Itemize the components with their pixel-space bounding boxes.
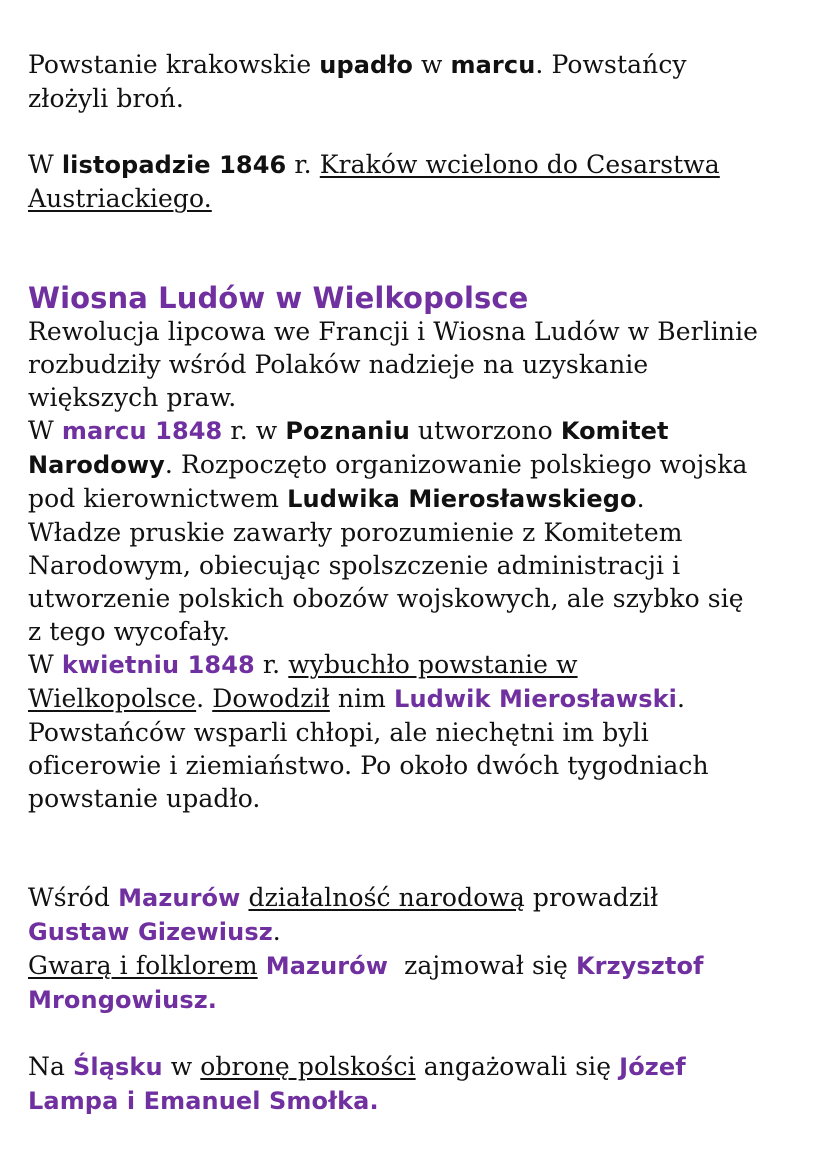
text-run: w: [162, 1052, 201, 1081]
highlight-name: Lampa i Emanuel Smołka.: [28, 1087, 379, 1115]
text-run: W: [28, 150, 62, 179]
bold-term: Narodowy: [28, 451, 165, 479]
text-line: [28, 881, 818, 915]
paragraph-mazury: [28, 881, 818, 1017]
text-line: powstanie upadło.: [28, 784, 261, 813]
text-run: Na: [28, 1052, 74, 1081]
text-line: Powstańców wsparli chłopi, ale niechętni im byli: [28, 718, 649, 747]
text-line: z tego wycofały.: [28, 617, 231, 646]
text-line: [28, 1084, 818, 1118]
text-run: prowadził: [524, 883, 659, 912]
text-line: [28, 448, 818, 482]
text-line: [28, 949, 818, 983]
underlined-phrase: Kraków wcielono do Cesarstwa: [319, 150, 720, 179]
text-run: . Rozpoczęto organizowanie polskiego wojska: [164, 450, 748, 479]
text-line: oficerowie i ziemiaństwo. Po około dwóch tygodniach: [28, 751, 709, 780]
text-run: . Powstańcy: [535, 50, 687, 79]
text-line: [28, 82, 818, 115]
text-line: rozbudziły wśród Polaków nadzieje na uzyskanie: [28, 350, 649, 379]
text-run: r.: [254, 650, 289, 679]
text-run: r.: [286, 150, 320, 179]
paragraph-spring-of-nations: [28, 315, 818, 815]
text-run: pod kierownictwem: [28, 484, 288, 513]
text-line: [28, 182, 818, 215]
text-line: [28, 148, 818, 182]
underlined-phrase: Austriackiego.: [28, 184, 212, 213]
bold-term: marcu: [450, 51, 536, 79]
text-run: utworzono: [409, 416, 561, 445]
text-run: .: [636, 484, 645, 513]
highlight-name: Józef: [619, 1053, 686, 1081]
text-run: r. w: [222, 416, 286, 445]
bold-term: upadło: [319, 51, 413, 79]
text-run: angażowali się: [415, 1052, 620, 1081]
text-run: nim: [329, 684, 395, 713]
text-run: .: [676, 684, 686, 713]
text-run: zajmował się: [388, 951, 576, 980]
bold-term: Poznaniu: [285, 417, 410, 445]
underlined-phrase: Wielkopolsce: [28, 684, 197, 713]
highlight-date: marcu 1848: [61, 417, 223, 445]
text-line: Narodowym, obiecując spolszczenie administracji i: [28, 551, 681, 580]
text-line: [28, 915, 818, 949]
highlight-name: Gustaw Gizewiusz: [28, 918, 273, 946]
text-line: [28, 414, 818, 448]
text-line: większych praw.: [28, 383, 237, 412]
highlight-name: Krzysztof: [575, 952, 704, 980]
text-line: [28, 1050, 818, 1084]
highlight-date: kwietniu 1848: [61, 651, 255, 679]
text-line: Rewolucja lipcowa we Francji i Wiosna Ludów w Berlinie: [28, 317, 759, 346]
text-run: [258, 951, 266, 980]
section-heading: Wiosna Ludów w Wielkopolsce: [28, 281, 529, 315]
text-line: [28, 482, 818, 516]
text-line: [28, 48, 818, 82]
underlined-phrase: obronę polskości: [200, 1052, 416, 1081]
text-run: w: [412, 50, 451, 79]
underlined-phrase: Gwarą i folklorem: [28, 951, 258, 980]
document-page: [28, 48, 818, 1118]
text-line: Władze pruskie zawarły porozumienie z Komitetem: [28, 518, 683, 547]
paragraph-krakow-uprising: [28, 48, 818, 115]
text-run: Powstanie krakowskie: [28, 50, 320, 79]
underlined-phrase: wybuchło powstanie w: [288, 650, 578, 679]
text-line: [28, 983, 818, 1017]
text-line: [28, 648, 818, 682]
text-line: [28, 682, 818, 716]
paragraph-krakow-annexation: [28, 148, 818, 215]
text-line: utworzenie polskich obozów wojskowych, ale szybko się: [28, 584, 744, 613]
underlined-phrase: działalność narodową: [248, 883, 525, 912]
text-run: Wśród: [28, 883, 119, 912]
highlight-name: Mrongowiusz.: [28, 986, 218, 1014]
text-run: W: [28, 650, 62, 679]
highlight-name: Ludwik Mierosławski: [394, 685, 677, 713]
text-run: W: [28, 416, 62, 445]
bold-term: listopadzie 1846: [61, 151, 287, 179]
highlight-name: Śląsku: [73, 1053, 163, 1081]
text-run: .: [272, 917, 281, 946]
paragraph-silesia: [28, 1050, 818, 1118]
text-run: .: [196, 684, 213, 713]
underlined-phrase: Dowodził: [212, 684, 330, 713]
bold-term: Ludwika Mierosławskiego: [287, 485, 637, 513]
highlight-name: Mazurów: [265, 952, 389, 980]
text-run: złożyli broń.: [28, 84, 184, 113]
bold-term: Komitet: [560, 417, 669, 445]
highlight-name: Mazurów: [118, 884, 241, 912]
